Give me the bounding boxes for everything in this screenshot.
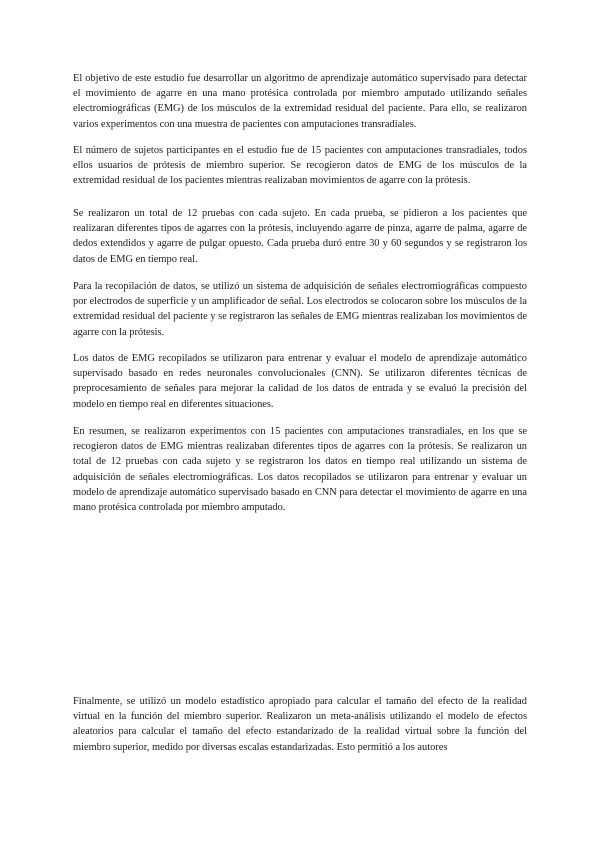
paragraph-objective: El objetivo de este estudio fue desarrollar un algoritmo de aprendizaje automático supervisado para detectar el movimiento de agarre en una mano protésica controlada por miembro amputado utilizando señales electromiográficas (EMG) de los músculos de la extremidad residual del paciente. Para ello, se realizaron varios experimentos con una muestra de pacientes con amputaciones transradiales.	[73, 73, 527, 130]
paragraph-summary: En resumen, se realizaron experimentos con 15 pacientes con amputaciones transradiales, en los que se recogieron datos de EMG mientras realizaban diferentes tipos de agarres con la prótesis. Se realizaron un total de 12 pruebas con cada sujeto y se registraron los datos en tiempo real utilizando un sistema de adquisición de señales electromiográficas. Los datos recopilados se utilizaron para entrenar y evaluar un modelo de aprendizaje automático supervisado basado en CNN para detectar el movimiento de agarre en una mano protésica controlada por miembro amputado.	[73, 426, 527, 514]
paragraph-statistical-model: Finalmente, se utilizó un modelo estadístico apropiado para calcular el tamaño del efecto de la realidad virtual en la función del miembro superior. Realizaron un meta-análisis utilizando el modelo de efectos aleatorios para calcular el tamaño del efecto estandarizado de la realidad virtual sobre la función del miembro superior, medido por diversas escalas estandarizadas. Esto permitió a los autores	[73, 696, 527, 753]
paragraph-data-collection: Para la recopilación de datos, se utilizó un sistema de adquisición de señales electromiográficas compuesto por electrodos de superficie y un amplificador de señal. Los electrodos se colocaron sobre los músculos de la extremidad residual del paciente y se registraron las señales de EMG mientras realizaban los movimientos de agarre con la prótesis.	[73, 281, 527, 338]
paragraph-model-training: Los datos de EMG recopilados se utilizaron para entrenar y evaluar el modelo de aprendizaje automático supervisado basado en redes neuronales convolucionales (CNN). Se utilizaron diferentes técnicas de preprocesamiento de señales para mejorar la calidad de los datos de entrada y se evaluó la precisión del modelo en tiempo real en diferentes situaciones.	[73, 353, 527, 410]
paragraph-participants: El número de sujetos participantes en el estudio fue de 15 pacientes con amputaciones transradiales, todos ellos usuarios de prótesis de miembro superior. Se recogieron datos de EMG de los músculos de la extremidad residual de los pacientes mientras realizaban movimientos de agarre con la prótesis.	[73, 145, 527, 187]
paragraph-tests: Se realizaron un total de 12 pruebas con cada sujeto. En cada prueba, se pidieron a los pacientes que realizaran diferentes tipos de agarres con la prótesis, incluyendo agarre de pinza, agarre de palma, agarre de dedos extendidos y agarre de pulgar opuesto. Cada prueba duró entre 30 y 60 segundos y se registraron los datos de EMG en tiempo real.	[73, 208, 527, 265]
